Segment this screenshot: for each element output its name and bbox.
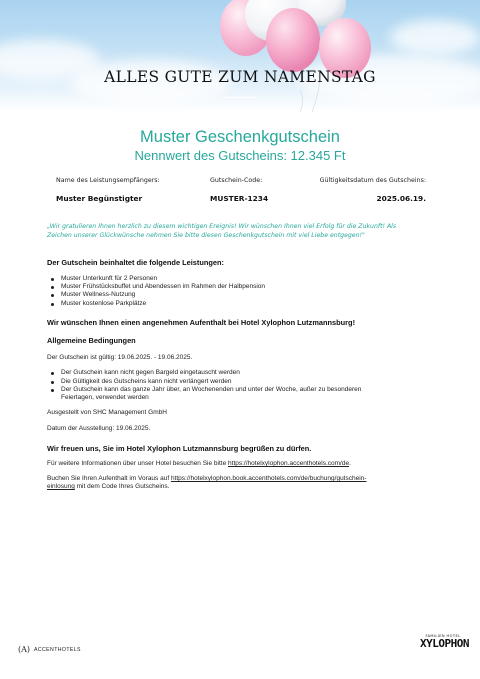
recipient-value: Muster Begünstigter <box>56 194 143 203</box>
xylophon-logo-subtitle: FAMILIEN HOTEL <box>425 634 461 638</box>
code-value: MUSTER-1234 <box>210 194 269 203</box>
list-item: Die Gültigkeit des Gutscheins kann nicht verlängert werden <box>47 378 437 386</box>
quote-line: Zeichen unserer Glückwünsche nehmen Sie bitte diesen Geschenkgutschein mit viel Liebe entgegen!" <box>47 232 365 240</box>
info-paragraph <box>47 460 437 468</box>
booking-paragraph <box>47 475 437 492</box>
services-section <box>47 258 437 308</box>
list-item: Muster Unterkunft für 2 Personen <box>47 275 437 283</box>
accent-logo-text: ACCENTHOTELS <box>34 646 81 653</box>
hero-divider <box>223 97 257 98</box>
validity-period: Der Gutschein ist gültig: 19.06.2025. - 19.06.2025. <box>47 354 193 361</box>
balloons-image <box>0 0 480 112</box>
issuer-text: Ausgestellt von SHC Management GmbH <box>47 409 167 417</box>
conditions-section <box>47 336 437 433</box>
code-label: Gutschein-Code: <box>210 177 263 184</box>
greeting-quote <box>47 222 435 240</box>
accent-logo-mark: (A) <box>18 645 31 654</box>
conditions-heading: Allgemeine Bedingungen <box>47 336 136 345</box>
info-end: . <box>349 460 351 467</box>
quote-line: „Wir gratulieren Ihnen herzlich zu diesem wichtigen Ereignis! Wir wünschen Ihnen viel Erfolg für die Zukunft! Als <box>47 223 397 230</box>
list-item: Der Gutschein kann nicht gegen Bargeld eingetauscht werden <box>47 369 437 377</box>
closing-text: Wir freuen uns, Sie im Hotel Xylophon Lutzmannsburg begrüßen zu dürfen. <box>47 444 312 453</box>
wish-text: Wir wünschen Ihnen einen angenehmen Aufenthalt bei Hotel Xylophon Lutzmannsburg! <box>47 318 356 327</box>
services-heading: Der Gutschein beinhaltet die folgende Leistungen: <box>47 258 224 267</box>
booking-link-continued[interactable]: einlosung <box>47 483 75 491</box>
validity-label: Gültigkeitsdatum des Gutscheins: <box>319 177 426 184</box>
xylophon-logo-text: XYLOPHON <box>420 637 469 650</box>
hero-banner <box>0 0 480 112</box>
validity-value: 2025.06.19. <box>376 194 426 203</box>
list-item-continuation: Feiertagen, verwendet werden <box>61 394 149 402</box>
recipient-label: Name des Leistungsempfängers: <box>56 177 160 184</box>
accent-hotels-logo <box>18 645 81 654</box>
voucher-title: Muster Geschenkgutschein <box>140 128 340 146</box>
list-item: Muster Frühstücksbuffet und Abendessen im Rahmen der Halbpension <box>47 283 437 291</box>
hero-title: ALLES GUTE ZUM NAMENSTAG <box>104 68 376 86</box>
xylophon-logo <box>420 634 469 650</box>
info-text: Für weitere Informationen über unser Hotel besuchen Sie bitte <box>47 460 227 467</box>
list-item: Muster Wellness-Nutzung <box>47 291 437 299</box>
issue-date: Datum der Ausstellung: 19.06.2025. <box>47 424 151 432</box>
booking-link[interactable]: https://hotelxylophon.book.accenthotels.com/de/buchung/gutschein- <box>170 475 367 482</box>
booking-end: mit dem Code Ihres Gutscheins. <box>74 483 170 491</box>
booking-text: Buchen Sie Ihren Aufenthalt im Voraus auf <box>47 475 170 482</box>
services-list <box>47 275 437 308</box>
conditions-list <box>47 369 437 394</box>
hotel-website-link[interactable]: https://hotelxylophon.accenthotels.com/de <box>228 460 350 467</box>
list-item: Der Gutschein kann das ganze Jahr über, an Wochenenden und unter der Woche, außer zu besonderen <box>47 386 437 394</box>
voucher-value: Nennwert des Gutscheins: 12.345 Ft <box>134 148 346 163</box>
list-item: Muster kostenlose Parkplätze <box>47 300 437 308</box>
